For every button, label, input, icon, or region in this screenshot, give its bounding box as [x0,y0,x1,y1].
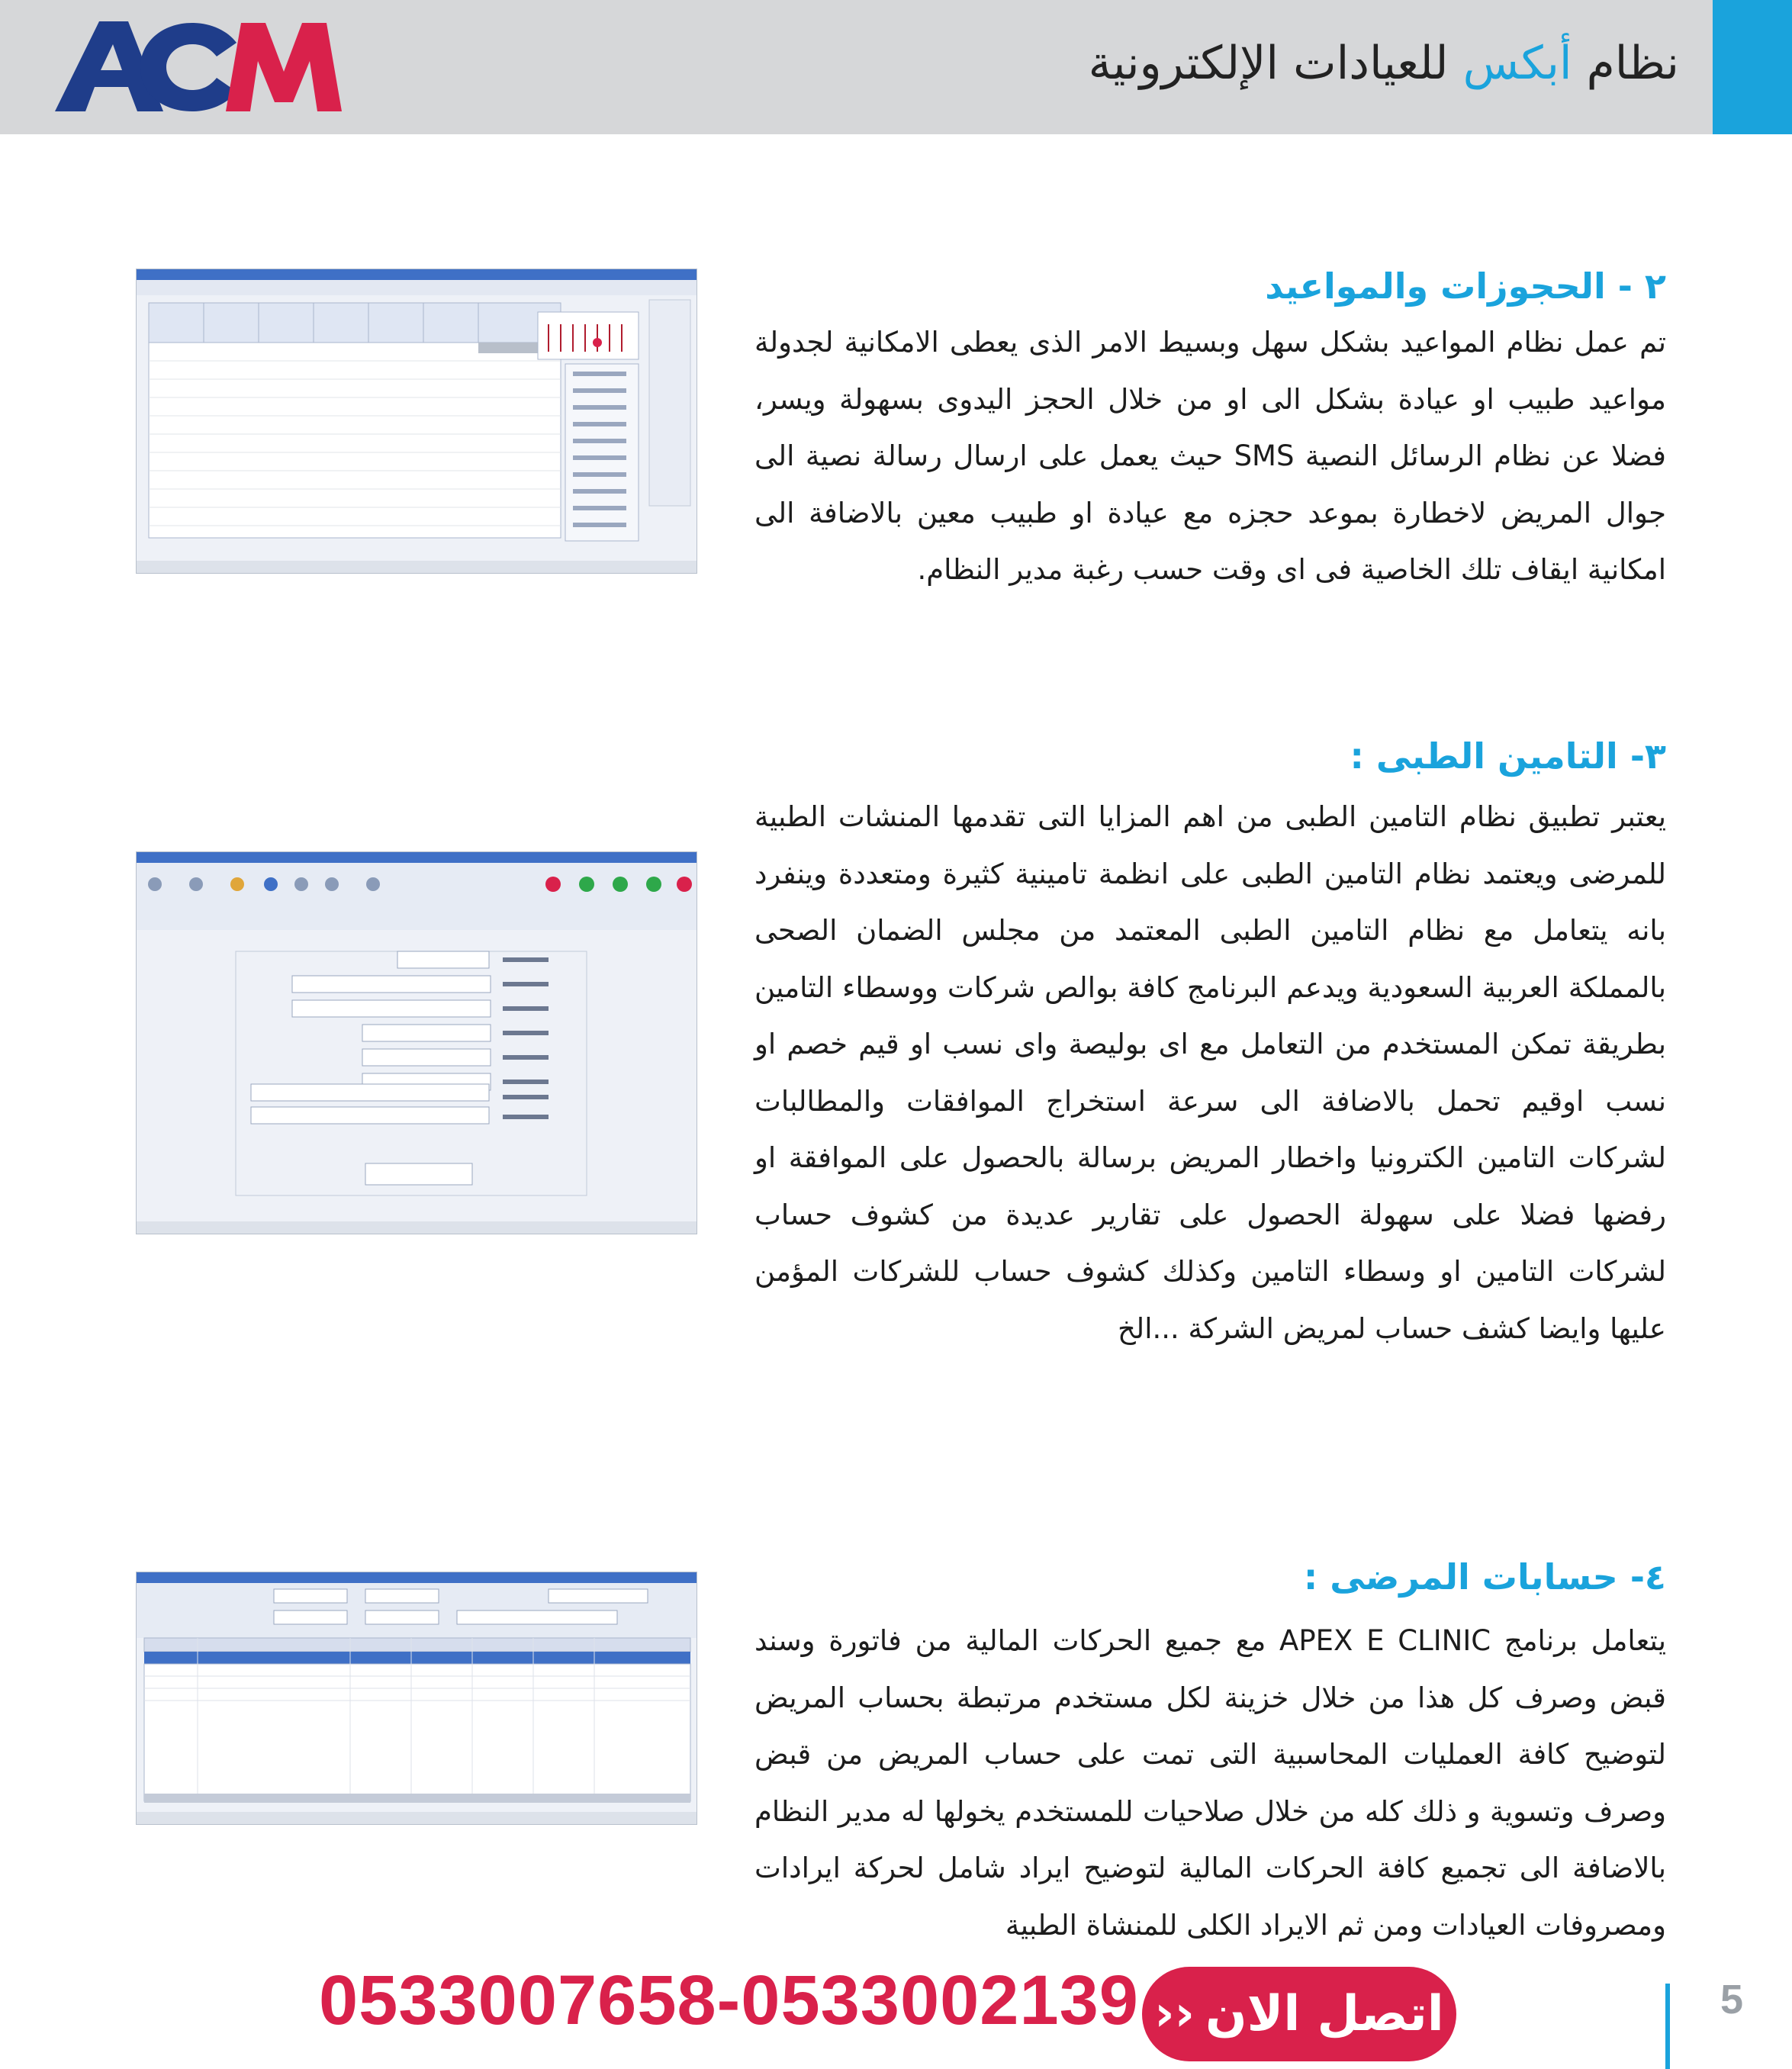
call-now-label: اتصل الان [1205,1986,1444,2042]
header-title: نظام أبكس للعيادات الإلكترونية [1088,37,1679,90]
chevrons-left-icon: ‹‹ [1154,1986,1195,2042]
header-band [0,0,1792,134]
footer-divider [1665,1984,1670,2069]
patient-accounts-screenshot [136,1572,697,1825]
section-insurance-title: ٣- التامين الطبى : [1350,735,1666,777]
section-insurance-body: يعتبر تطبيق نظام التامين الطبى من اهم المزايا التى تقدمها المنشات الطبية للمرضى ويعتمد نظام التامين الطبى على انظمة تامينية كثيرة ومتعددة وينفرد بانه يتعامل مع نظام التامين الطبى المعتمد من مجلس الضمان الصحى بالمملكة العربية السعودية ويدعم البرنامج كافة بوالص شركات ووسطاء التامين بطريقة تمكن المستخدم من التعامل مع اى بوليصة واى نسب او قيم خصم او نسب اوقيم تحمل بالاضافة الى سرعة استخراج الموافقات والمطالبات لشركات التامين الكترونيا واخطار المريض برسالة بالحصول على الموافقة او رفضها فضلا على سهولة الحصول على تقارير عديدة من كشوف حساب لشركات التامين او وسطاء التامين وكذلك كشوف حساب للشركات المؤمن عليها وايضا كشف حساب لمريض الشركة ...الخ [754,800,1666,1345]
appointments-screenshot [136,269,697,574]
insurance-screenshot [136,851,697,1234]
section-patient-accounts-body: يتعامل برنامج APEX E CLINIC مع جميع الحركات المالية من فاتورة وسند قبض وصرف كل هذا من خلال خزينة لكل مستخدم مرتبطة بحساب المريض لتوضيح كافة العمليات المحاسبية التى تمت على حساب المريض من قبض وصرف وتسوية و ذلك كله من خلال صلاحيات للمستخدم يخولها له مدير النظام بالاضافة الى تجميع كافة الحركات المالية لتوضيح ايراد شامل لحركة ايرادات ومصروفات العيادات ومن ثم الايراد الكلى للمنشاة الطبية [754,1624,1666,1942]
section-appointments-title: ٢ - الحجوزات والمواعيد [1265,265,1666,307]
call-now-button[interactable] [1142,1967,1456,2061]
section-appointments-body: تم عمل نظام المواعيد بشكل سهل وبسيط الامر الذى يعطى الامكانية لجدولة مواعيد طبيب او عيادة بشكل الى او من خلال الحجز اليدوى بسهولة ويسر، فضلا عن نظام الرسائل النصية SMS حيث يعمل على ارسال رسالة نصية الى جوال المريض لاخطارة بموعد حجزه مع عيادة او طبيب معين بالاضافة الى امكانية ايقاف تلك الخاصية فى اى وقت حسب رغبة مدير النظام. [754,326,1666,586]
page-number: 5 [1720,1977,1744,2022]
header-accent-bar [1713,0,1792,134]
phone-numbers: 0533007658-0533002139 [319,1961,1139,2039]
section-patient-accounts-title: ٤- حسابات المرضى : [1303,1556,1666,1598]
acm-logo [55,17,345,117]
